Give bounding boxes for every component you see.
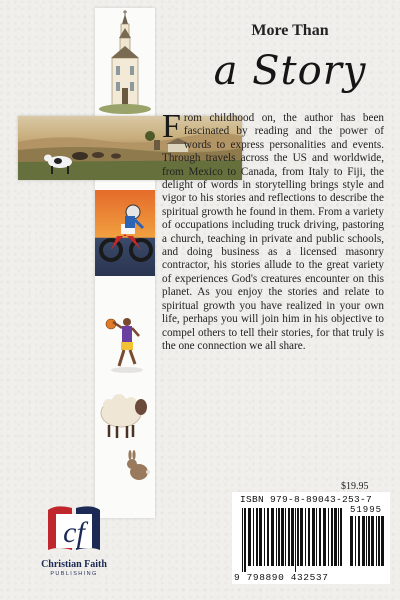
title-line-2: a Story [213, 48, 367, 94]
addon-barcode [350, 516, 384, 572]
title-line-1: More Than [251, 22, 329, 39]
ean-barcode [242, 508, 346, 572]
rabbit-illustration [95, 448, 155, 484]
price-label: $19.95 [341, 481, 369, 492]
christian-faith-logo [42, 500, 106, 558]
publisher-name: Christian Faith [41, 559, 107, 570]
logo-letters: cf [63, 516, 85, 549]
motocross-illustration [95, 190, 155, 276]
blurb-text: rom childhood on, the author has been fascinated by reading and the power of words to express personalities and events. Through travels across the US and worldwide, from Mexico to Canada, from Italy to Fiji, the delight of words in storytelling brings style and vigor to his stories and reflections to describe the spiritual growth he found in them. From a variety of occupations including truck driving, pastoring a church, teaching in private and public schools, and doing business as a licensed masonry contractor, his stories allude to the great variety of experiences God's creatures encounter on this planet. As you enjoy the stories and relate to spiritual growth you have realized in your own life, perhaps you will join him in his objective to compel others to tell their stories, for that truly is the one connection we all share. [162, 112, 384, 352]
addon-number: 51995 [350, 505, 383, 515]
back-cover-blurb [162, 108, 384, 353]
church-illustration [95, 8, 155, 116]
cross-vertical-beam [95, 8, 155, 518]
basketball-player-illustration [95, 310, 155, 380]
ean-number: 9 798890 432537 [234, 572, 329, 583]
isbn-label: ISBN 979-8-89043-253-7 [240, 494, 373, 505]
drop-cap: F [162, 108, 181, 145]
barcode-box [232, 492, 390, 584]
publisher-subtitle: PUBLISHING [50, 571, 98, 577]
sheep-illustration [95, 383, 155, 443]
